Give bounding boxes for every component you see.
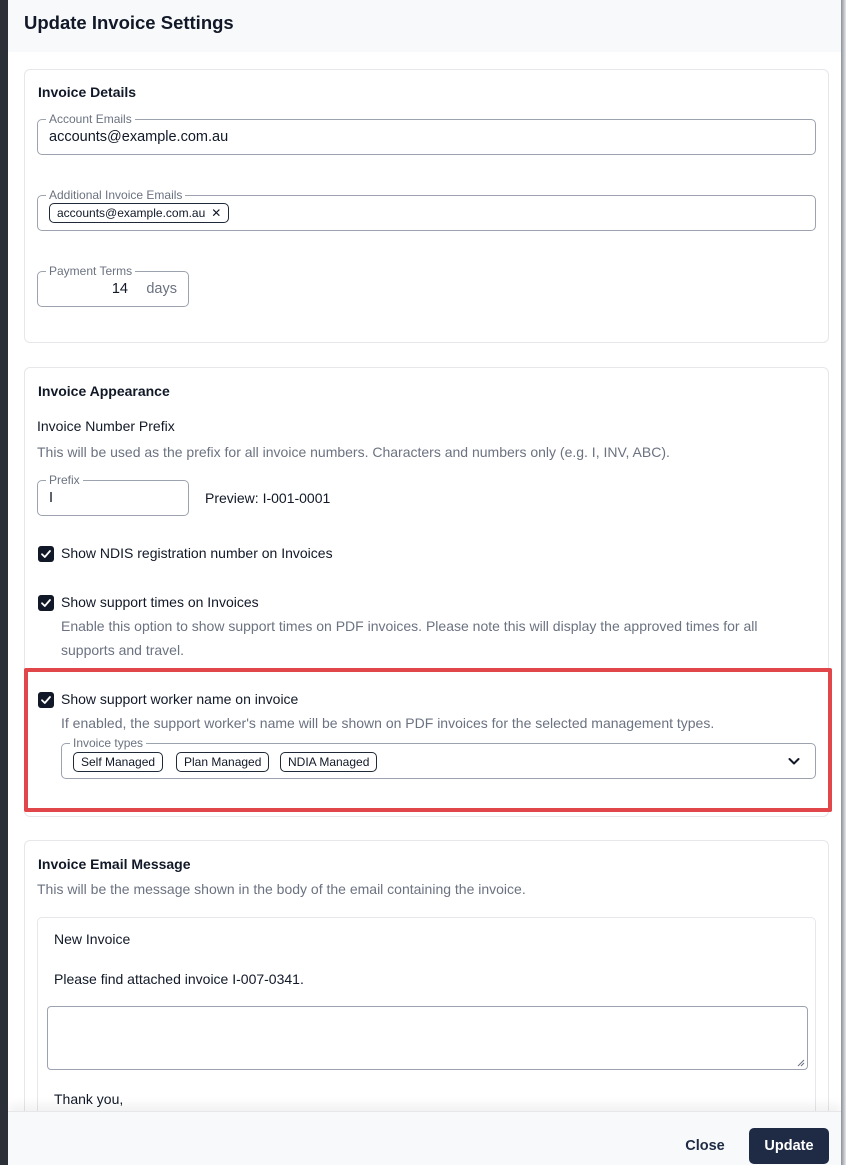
invoice-email-message-title: Invoice Email Message [38, 856, 191, 872]
show-support-times-label: Show support times on Invoices [61, 594, 259, 610]
additional-invoice-emails-label: Additional Invoice Emails [46, 188, 185, 202]
email-chip-label: accounts@example.com.au [57, 206, 206, 220]
additional-invoice-emails-field[interactable] [37, 188, 816, 231]
update-invoice-settings-modal [8, 0, 841, 1165]
invoice-type-chip: Self Managed [73, 752, 163, 772]
email-closing: Thank you, [54, 1091, 124, 1107]
invoice-types-select[interactable] [61, 736, 816, 779]
email-chip [49, 203, 229, 223]
check-icon [40, 597, 52, 609]
prefix-value: I [49, 490, 54, 506]
show-support-times-description-2: supports and travel. [61, 642, 184, 658]
show-ndis-label: Show NDIS registration number on Invoices [61, 545, 333, 561]
invoice-appearance-title: Invoice Appearance [38, 383, 170, 399]
prefix-description: This will be used as the prefix for all invoice numbers. Characters and numbers only (e.g. I, INV, ABC). [37, 444, 670, 460]
show-support-times-checkbox[interactable] [38, 595, 54, 611]
email-body-line: Please find attached invoice I-007-0341. [54, 971, 304, 987]
invoice-type-chip: NDIA Managed [280, 752, 377, 772]
show-worker-name-description: If enabled, the support worker's name will be shown on PDF invoices for the selected management types. [61, 715, 715, 731]
resize-grip-icon[interactable] [797, 1059, 805, 1067]
payment-terms-value: 14 [111, 281, 128, 297]
show-support-times-description-1: Enable this option to show support times on PDF invoices. Please note this will display the approved times for all [61, 618, 758, 634]
update-button[interactable]: Update [749, 1128, 829, 1164]
check-icon [40, 548, 52, 560]
invoice-types-label: Invoice types [70, 736, 146, 750]
modal-footer [8, 1111, 841, 1165]
modal-edge [841, 0, 846, 1165]
account-emails-value: accounts@example.com.au [49, 129, 229, 145]
close-button[interactable]: Close [676, 1128, 734, 1164]
show-worker-name-label: Show support worker name on invoice [61, 691, 299, 707]
check-icon [40, 694, 52, 706]
prefix-preview: Preview: I-001-0001 [205, 490, 331, 506]
email-custom-message-textarea[interactable] [47, 1006, 808, 1070]
email-subject: New Invoice [54, 931, 131, 947]
chevron-down-icon[interactable] [787, 754, 801, 768]
modal-title: Update Invoice Settings [24, 12, 234, 33]
payment-terms-label: Payment Terms [46, 264, 135, 278]
invoice-appearance-card [24, 367, 829, 817]
email-message-description: This will be the message shown in the body of the email containing the invoice. [37, 881, 526, 897]
account-emails-field[interactable] [37, 112, 816, 155]
prefix-label: Prefix [46, 473, 83, 487]
payment-terms-field[interactable] [37, 264, 189, 307]
remove-chip-icon[interactable]: ✕ [211, 206, 222, 220]
account-emails-label: Account Emails [46, 112, 135, 126]
invoice-details-title: Invoice Details [38, 84, 137, 100]
invoice-details-card [24, 69, 829, 343]
show-ndis-checkbox[interactable] [38, 546, 54, 562]
show-worker-name-checkbox[interactable] [38, 692, 54, 708]
modal-header [8, 0, 841, 52]
prefix-input[interactable] [37, 473, 189, 516]
prefix-heading: Invoice Number Prefix [37, 418, 175, 434]
invoice-type-chip: Plan Managed [176, 752, 269, 772]
payment-terms-unit: days [146, 281, 177, 297]
